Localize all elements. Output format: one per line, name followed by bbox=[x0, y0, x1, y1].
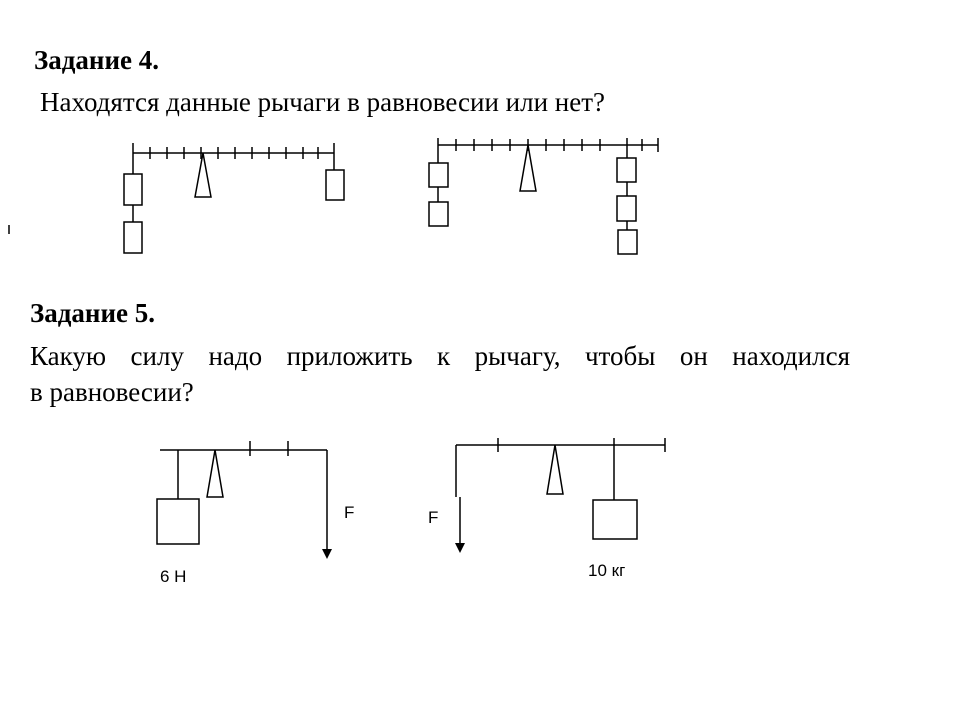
lever-b-weight-right-2 bbox=[617, 196, 636, 221]
lever-1-force-label: F bbox=[344, 503, 355, 522]
lever-a-weight-left-2 bbox=[124, 222, 142, 253]
lever-1-weight-label: 6 Н bbox=[160, 567, 187, 586]
lever-b-ticks bbox=[438, 138, 658, 163]
lever-a-ticks bbox=[133, 143, 334, 174]
lever-2-weight bbox=[593, 500, 637, 539]
lever-2-weight-label: 10 кг bbox=[588, 561, 626, 580]
task4-lever-a bbox=[124, 143, 344, 253]
lever-b-weight-right-1 bbox=[617, 158, 636, 182]
lever-1-arrowhead bbox=[322, 549, 332, 559]
lever-b-weight-right-3 bbox=[618, 230, 637, 254]
lever-a-weight-left-1 bbox=[124, 174, 142, 205]
lever-2-arrowhead bbox=[455, 543, 465, 553]
lever-b-weight-left-1 bbox=[429, 163, 448, 187]
task4-question: Находятся данные рычаги в равновесии или нет? bbox=[40, 87, 605, 117]
lever-b-fulcrum bbox=[520, 145, 536, 191]
task4-heading: Задание 4. bbox=[34, 45, 160, 75]
task5-question-line1: Какую силу надо приложить к рычагу, чтобы он находился bbox=[30, 341, 850, 371]
lever-b-weight-left-2 bbox=[429, 202, 448, 226]
task5-question-line2: в равновесии? bbox=[30, 377, 194, 407]
lever-a-weight-right-1 bbox=[326, 170, 344, 200]
task5-heading: Задание 5. bbox=[30, 298, 156, 328]
task4-lever-b bbox=[429, 138, 658, 254]
lever-1-fulcrum bbox=[207, 450, 223, 497]
lever-2-force-label: F bbox=[428, 508, 439, 527]
task5-lever-2 bbox=[456, 438, 665, 547]
lever-a-fulcrum bbox=[195, 153, 211, 197]
task5-lever-1 bbox=[157, 441, 327, 553]
lever-2-fulcrum bbox=[547, 445, 563, 494]
lever-1-weight bbox=[157, 499, 199, 544]
